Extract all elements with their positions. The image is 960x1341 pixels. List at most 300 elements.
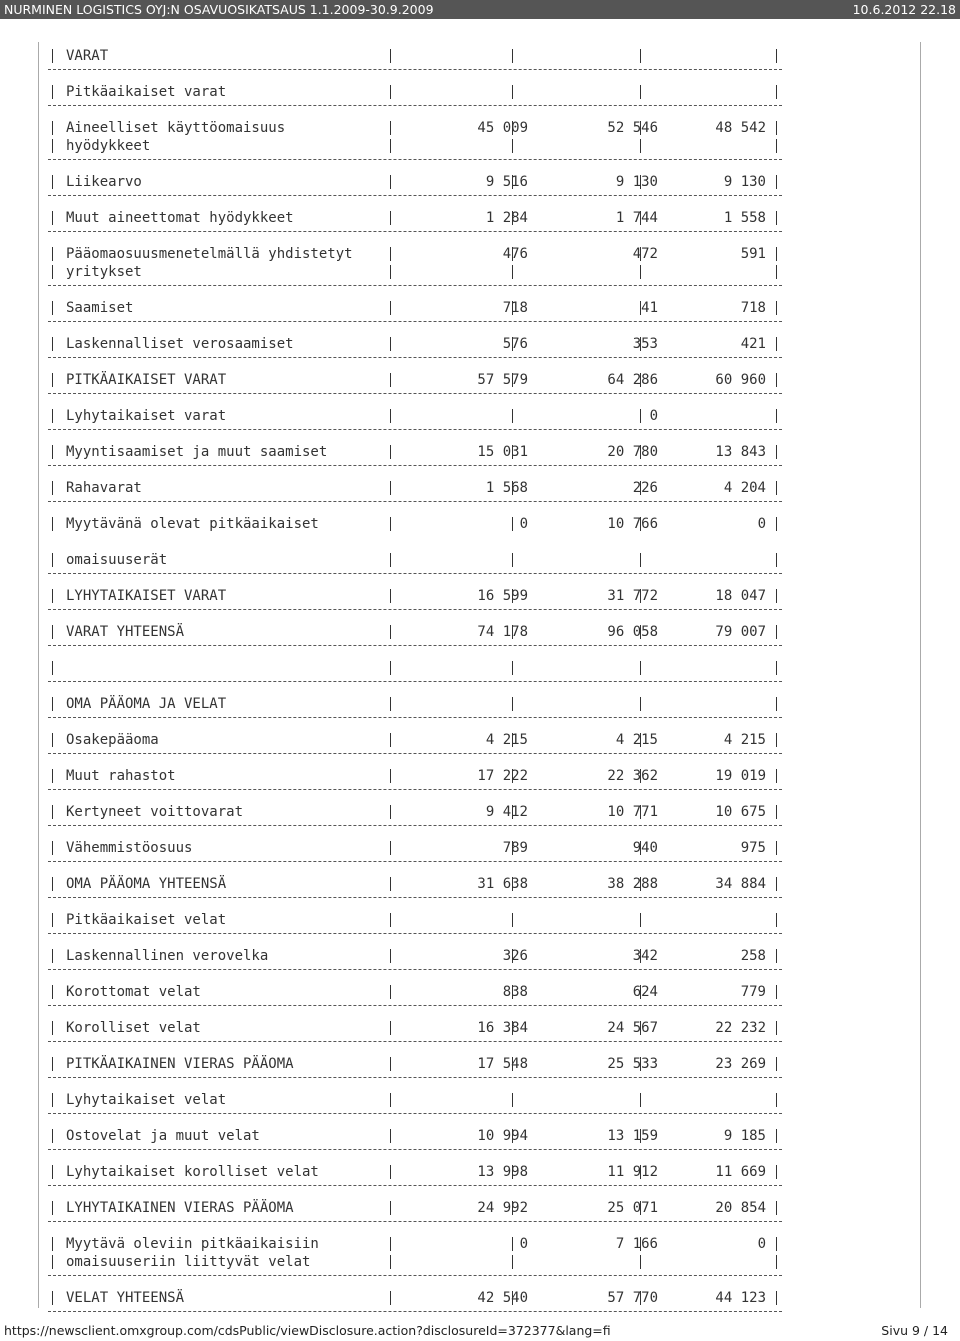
value-2008-q3: 342 [632, 948, 658, 964]
cell-divider [52, 625, 53, 639]
value-2008-year: 4 204 [723, 480, 766, 496]
value-2009-q3: 24 992 [477, 1200, 528, 1216]
value-2008-q3: 940 [632, 840, 658, 856]
row-label-line: Lyhytaikaiset korolliset velat [66, 1164, 319, 1180]
row-label-line: Myyntisaamiset ja muut saamiset [66, 444, 328, 460]
value-2009-q3: 789 [502, 840, 528, 856]
cell-divider [776, 805, 777, 819]
row-label-line [66, 533, 396, 551]
cell-divider [52, 1165, 53, 1179]
row-label [66, 1055, 396, 1073]
table-row [38, 983, 782, 1001]
cell-divider [776, 85, 777, 99]
value-2008-q3: 4 215 [615, 732, 658, 748]
row-label-line: Pitkäaikaiset velat [66, 912, 227, 928]
table-row [38, 83, 782, 101]
cell-divider [776, 337, 777, 351]
cell-divider [52, 1237, 53, 1251]
row-label-line [66, 659, 396, 677]
value-2008-year: 48 542 [715, 120, 766, 136]
cell-divider [52, 373, 53, 387]
cell-divider [52, 661, 53, 675]
table-row [38, 1163, 782, 1181]
cell-divider [776, 949, 777, 963]
row-label-line: LYHYTAIKAISET VARAT [66, 588, 227, 604]
row-label [66, 479, 396, 497]
table-row [38, 947, 782, 965]
value-2009-q3: 0 [519, 516, 528, 532]
cell-divider [52, 49, 53, 63]
row-separator [48, 717, 782, 718]
row-label-line: Saamiset [66, 300, 134, 316]
row-separator [48, 1077, 782, 1078]
row-label-line: Muut rahastot [66, 768, 176, 784]
cell-divider [512, 697, 513, 711]
cell-divider [640, 1093, 641, 1107]
row-label-line: Lyhytaikaiset varat [66, 408, 227, 424]
print-date: 10.6.2012 22.18 [852, 2, 956, 17]
cell-divider [776, 985, 777, 999]
value-2008-q3: 10 766 [607, 516, 658, 532]
row-label-line: Rahavarat [66, 480, 142, 496]
cell-divider [776, 589, 777, 603]
value-2008-q3: 22 362 [607, 768, 658, 784]
row-separator [48, 861, 782, 862]
cell-divider [776, 1237, 777, 1251]
cell-divider [52, 175, 53, 189]
row-label-line: Laskennalliset verosaamiset [66, 336, 294, 352]
table-row [38, 245, 782, 281]
row-label [66, 371, 396, 389]
page-frame-right [920, 42, 921, 1308]
cell-divider [512, 49, 513, 63]
cell-divider [52, 949, 53, 963]
row-label-line: Myytävä oleviin pitkäaikaisiin [66, 1236, 319, 1252]
value-2008-q3: 353 [632, 336, 658, 352]
cell-divider [52, 553, 53, 567]
row-separator [48, 1005, 782, 1006]
row-separator [48, 825, 782, 826]
value-2008-q3: 24 567 [607, 1020, 658, 1036]
value-2008-q3: 10 771 [607, 804, 658, 820]
value-2009-q3: 17 548 [477, 1056, 528, 1072]
row-separator [48, 231, 782, 232]
value-2008-q3: 624 [632, 984, 658, 1000]
row-label [66, 1199, 396, 1217]
row-label [66, 947, 396, 965]
value-2008-year: 22 232 [715, 1020, 766, 1036]
cell-divider [776, 1129, 777, 1143]
document-header-bar [0, 0, 960, 19]
table-row [38, 731, 782, 749]
row-label-line: Laskennallinen verovelka [66, 948, 269, 964]
cell-divider [776, 1201, 777, 1215]
cell-divider [776, 481, 777, 495]
table-row [38, 1055, 782, 1073]
row-label-line: Pääomaosuusmenetelmällä yhdistetyt [66, 246, 353, 262]
value-2008-year: 0 [757, 516, 766, 532]
row-label-line: VARAT [66, 48, 109, 64]
table-row [38, 209, 782, 227]
value-2009-q3: 57 579 [477, 372, 528, 388]
table-row [38, 173, 782, 191]
value-2008-q3: 13 159 [607, 1128, 658, 1144]
value-2008-year: 23 269 [715, 1056, 766, 1072]
value-2008-q3: 25 071 [607, 1200, 658, 1216]
row-label [66, 767, 396, 785]
table-row [38, 479, 782, 497]
cell-divider [52, 211, 53, 225]
cell-divider [776, 247, 777, 261]
cell-divider [776, 697, 777, 711]
cell-divider [52, 247, 53, 261]
cell-divider [52, 841, 53, 855]
row-separator [48, 897, 782, 898]
row-separator [48, 1185, 782, 1186]
cell-divider [512, 409, 513, 423]
value-2009-q3: 15 031 [477, 444, 528, 460]
row-label [66, 299, 396, 317]
table-row [38, 1091, 782, 1109]
row-separator [48, 195, 782, 196]
value-2008-year: 11 669 [715, 1164, 766, 1180]
row-separator [48, 573, 782, 574]
cell-divider [776, 265, 777, 279]
value-2009-q3: 1 568 [485, 480, 528, 496]
value-2008-q3: 52 546 [607, 120, 658, 136]
row-label-line: OMA PÄÄOMA YHTEENSÄ [66, 876, 227, 892]
cell-divider [776, 625, 777, 639]
value-2008-year: 34 884 [715, 876, 766, 892]
table-row [38, 1127, 782, 1145]
value-2009-q3: 74 178 [477, 624, 528, 640]
value-2008-q3: 25 533 [607, 1056, 658, 1072]
cell-divider [776, 373, 777, 387]
cell-divider [512, 1255, 513, 1269]
row-label [66, 173, 396, 191]
row-label [66, 875, 396, 893]
cell-divider [52, 769, 53, 783]
value-2008-year: 591 [740, 246, 766, 262]
document-footer [0, 1321, 960, 1341]
cell-divider [776, 769, 777, 783]
cell-divider [776, 49, 777, 63]
value-2009-q3: 16 384 [477, 1020, 528, 1036]
value-2009-q3: 13 998 [477, 1164, 528, 1180]
row-label [66, 1091, 396, 1109]
table-row [38, 839, 782, 857]
value-2009-q3: 838 [502, 984, 528, 1000]
value-2009-q3: 0 [519, 1236, 528, 1252]
row-label [66, 515, 396, 569]
value-2008-year: 9 130 [723, 174, 766, 190]
row-label [66, 209, 396, 227]
row-label [66, 587, 396, 605]
value-2008-year: 0 [757, 1236, 766, 1252]
cell-divider [52, 139, 53, 153]
cell-divider [52, 265, 53, 279]
value-2008-year: 258 [740, 948, 766, 964]
row-separator [48, 1041, 782, 1042]
row-separator [48, 357, 782, 358]
row-label-line: hyödykkeet [66, 138, 151, 154]
row-separator [48, 429, 782, 430]
row-label [66, 623, 396, 641]
value-2008-year: 79 007 [715, 624, 766, 640]
cell-divider [52, 1021, 53, 1035]
value-2009-q3: 16 599 [477, 588, 528, 604]
cell-divider [776, 1057, 777, 1071]
value-2008-year: 18 047 [715, 588, 766, 604]
row-separator [48, 645, 782, 646]
row-label [66, 839, 396, 857]
balance-sheet-table [38, 42, 782, 1308]
row-label-line: omaisuuseriin liittyvät velat [66, 1254, 311, 1270]
cell-divider [776, 733, 777, 747]
value-2008-q3: 1 744 [615, 210, 658, 226]
row-separator [48, 969, 782, 970]
cell-divider [52, 1129, 53, 1143]
row-separator [48, 1221, 782, 1222]
row-label-line: Muut aineettomat hyödykkeet [66, 210, 294, 226]
cell-divider [52, 337, 53, 351]
cell-divider [776, 445, 777, 459]
value-2008-year: 19 019 [715, 768, 766, 784]
cell-divider [776, 301, 777, 315]
row-separator [48, 1113, 782, 1114]
row-separator [48, 465, 782, 466]
cell-divider [776, 913, 777, 927]
row-separator [48, 1275, 782, 1276]
table-row [38, 911, 782, 929]
value-2008-q3: 472 [632, 246, 658, 262]
value-2009-q3: 45 009 [477, 120, 528, 136]
row-label [66, 1019, 396, 1037]
table-row [38, 767, 782, 785]
cell-divider [52, 517, 53, 531]
value-2008-q3: 31 772 [607, 588, 658, 604]
value-2009-q3: 718 [502, 300, 528, 316]
cell-divider [776, 517, 777, 531]
cell-divider [52, 1255, 53, 1269]
document-title: NURMINEN LOGISTICS OYJ:N OSAVUOSIKATSAUS 1.1.2009-30.9.2009 [4, 2, 434, 17]
cell-divider [776, 841, 777, 855]
row-label [66, 731, 396, 749]
cell-divider [52, 1201, 53, 1215]
value-2008-year: 975 [740, 840, 766, 856]
value-2008-q3: 9 130 [615, 174, 658, 190]
row-label [66, 83, 396, 101]
row-separator [48, 285, 782, 286]
row-label [66, 119, 396, 155]
row-label-line: LYHYTAIKAINEN VIERAS PÄÄOMA [66, 1200, 294, 1216]
row-label [66, 1289, 396, 1307]
table-row [38, 875, 782, 893]
row-label-line: Myytävänä olevat pitkäaikaiset [66, 516, 319, 532]
row-label [66, 1235, 396, 1271]
table-row [38, 659, 782, 677]
cell-divider [776, 661, 777, 675]
value-2008-year: 44 123 [715, 1290, 766, 1306]
table-row [38, 803, 782, 821]
cell-divider [52, 697, 53, 711]
row-label [66, 407, 396, 425]
value-2008-year: 10 675 [715, 804, 766, 820]
table-row [38, 47, 782, 65]
table-row [38, 1235, 782, 1271]
row-label [66, 47, 396, 65]
cell-divider [776, 139, 777, 153]
value-2009-q3: 17 222 [477, 768, 528, 784]
cell-divider [512, 1093, 513, 1107]
row-label-line: Ostovelat ja muut velat [66, 1128, 260, 1144]
value-2009-q3: 9 412 [485, 804, 528, 820]
row-label-line: Osakepääoma [66, 732, 159, 748]
row-label [66, 245, 396, 281]
value-2008-q3: 64 286 [607, 372, 658, 388]
row-label [66, 1127, 396, 1145]
row-label-line: Korolliset velat [66, 1020, 201, 1036]
cell-divider [640, 49, 641, 63]
cell-divider [776, 553, 777, 567]
cell-divider [52, 1093, 53, 1107]
row-separator [48, 789, 782, 790]
row-label-line: Korottomat velat [66, 984, 201, 1000]
row-separator [48, 1311, 782, 1312]
value-2009-q3: 326 [502, 948, 528, 964]
value-2008-year: 20 854 [715, 1200, 766, 1216]
row-label-line: Vähemmistöosuus [66, 840, 193, 856]
cell-divider [52, 589, 53, 603]
row-label-line: Pitkäaikaiset varat [66, 84, 227, 100]
cell-divider [640, 139, 641, 153]
value-2008-year: 60 960 [715, 372, 766, 388]
cell-divider [776, 1165, 777, 1179]
value-2008-year: 1 558 [723, 210, 766, 226]
row-label-line: PITKÄAIKAINEN VIERAS PÄÄOMA [66, 1056, 294, 1072]
value-2008-year: 4 215 [723, 732, 766, 748]
table-row [38, 335, 782, 353]
row-separator [48, 393, 782, 394]
value-2009-q3: 476 [502, 246, 528, 262]
row-separator [48, 69, 782, 70]
value-2009-q3: 576 [502, 336, 528, 352]
row-label [66, 695, 396, 713]
value-2008-year: 9 185 [723, 1128, 766, 1144]
value-2008-year: 718 [740, 300, 766, 316]
row-separator [48, 681, 782, 682]
table-row [38, 1199, 782, 1217]
cell-divider [52, 1291, 53, 1305]
cell-divider [52, 733, 53, 747]
value-2009-q3: 4 215 [485, 732, 528, 748]
row-label-line: VELAT YHTEENSÄ [66, 1290, 185, 1306]
row-label-line: yritykset [66, 264, 142, 280]
page-number: Sivu 9 / 14 [881, 1323, 948, 1338]
row-label-line: Liikearvo [66, 174, 142, 190]
row-label [66, 911, 396, 929]
cell-divider [640, 661, 641, 675]
cell-divider [640, 1255, 641, 1269]
value-2008-q3: 226 [632, 480, 658, 496]
row-label-line: Aineelliset käyttöomaisuus [66, 120, 286, 136]
cell-divider [640, 265, 641, 279]
cell-divider [776, 1021, 777, 1035]
row-label-line: OMA PÄÄOMA JA VELAT [66, 696, 227, 712]
value-2008-year: 13 843 [715, 444, 766, 460]
cell-divider [52, 985, 53, 999]
cell-divider [52, 1057, 53, 1071]
cell-divider [640, 913, 641, 927]
row-label [66, 803, 396, 821]
value-2009-q3: 1 284 [485, 210, 528, 226]
row-label [66, 443, 396, 461]
row-separator [48, 609, 782, 610]
value-2009-q3: 10 994 [477, 1128, 528, 1144]
row-label [66, 659, 396, 677]
cell-divider [52, 445, 53, 459]
cell-divider [640, 85, 641, 99]
table-row [38, 695, 782, 713]
value-2008-q3: 0 [649, 408, 658, 424]
table-row [38, 515, 782, 569]
row-label [66, 1163, 396, 1181]
cell-divider [512, 913, 513, 927]
table-row [38, 407, 782, 425]
cell-divider [512, 661, 513, 675]
value-2008-q3: 38 288 [607, 876, 658, 892]
value-2008-year: 421 [740, 336, 766, 352]
table-row [38, 1289, 782, 1307]
row-separator [48, 501, 782, 502]
value-2008-q3: 7 166 [615, 1236, 658, 1252]
value-2008-q3: 41 [641, 300, 658, 316]
value-2008-q3: 11 912 [607, 1164, 658, 1180]
cell-divider [776, 877, 777, 891]
cell-divider [52, 85, 53, 99]
table-row [38, 299, 782, 317]
row-label-line: PITKÄAIKAISET VARAT [66, 372, 227, 388]
value-2008-year: 779 [740, 984, 766, 1000]
cell-divider [52, 481, 53, 495]
source-url[interactable]: https://newsclient.omxgroup.com/cdsPublic/viewDisclosure.action?disclosureId=372377&lang=fi [4, 1323, 611, 1338]
cell-divider [776, 1291, 777, 1305]
table-row [38, 623, 782, 641]
cell-divider [512, 553, 513, 567]
row-separator [48, 753, 782, 754]
value-2008-q3: 20 780 [607, 444, 658, 460]
cell-divider [52, 409, 53, 423]
table-row [38, 119, 782, 155]
table-row [38, 371, 782, 389]
cell-divider [776, 409, 777, 423]
cell-divider [776, 211, 777, 225]
row-separator [48, 321, 782, 322]
value-2009-q3: 9 516 [485, 174, 528, 190]
cell-divider [512, 139, 513, 153]
cell-divider [776, 1093, 777, 1107]
cell-divider [512, 85, 513, 99]
table-row [38, 443, 782, 461]
cell-divider [52, 121, 53, 135]
value-2008-q3: 57 770 [607, 1290, 658, 1306]
row-label-line: VARAT YHTEENSÄ [66, 624, 185, 640]
cell-divider [776, 1255, 777, 1269]
cell-divider [52, 913, 53, 927]
row-separator [48, 105, 782, 106]
row-label-line: omaisuuserät [66, 552, 168, 568]
cell-divider [52, 805, 53, 819]
